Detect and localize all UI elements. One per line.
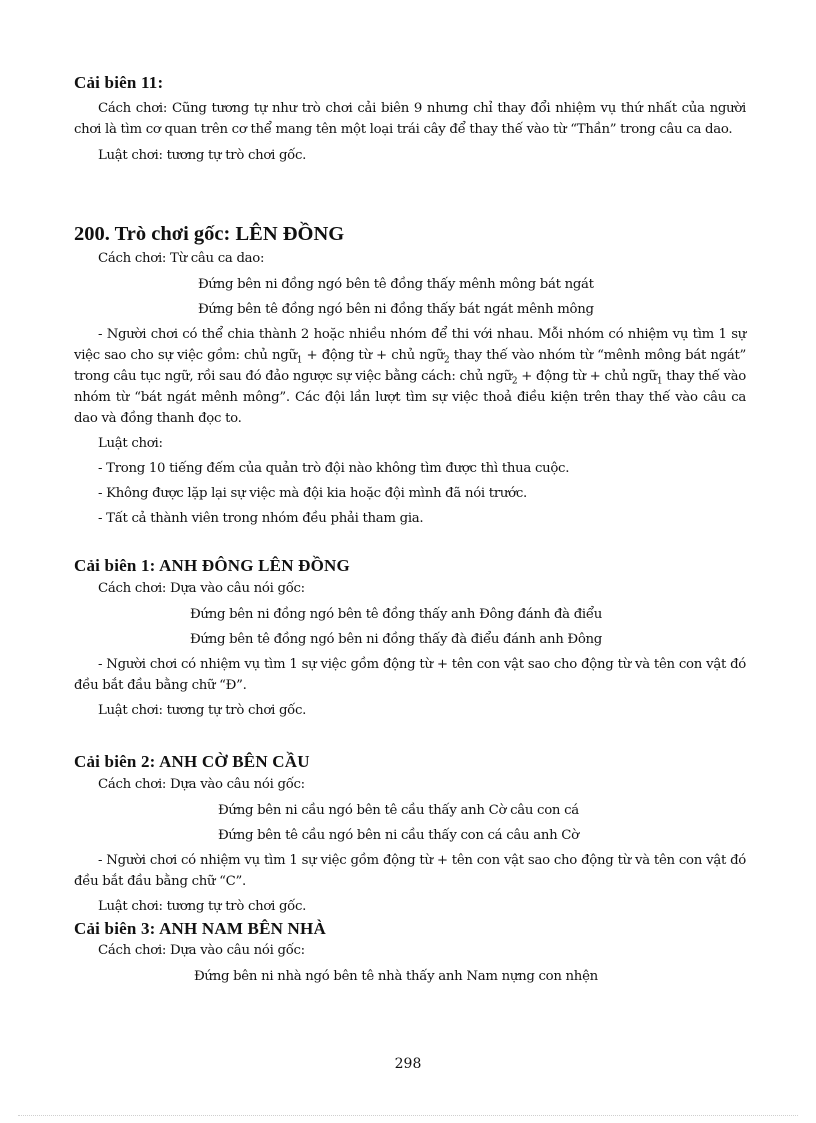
rule-item-3: - Tất cả thành viên trong nhóm đều phải tham gia. xyxy=(98,511,424,526)
heading-cai-bien-3 xyxy=(74,918,746,940)
text-part: - Người chơi có thể chia thành 2 hoặc nhiều nhóm để thi với nhau. Mỗi nhóm có nhiệm vụ tìm 1 sự việc sao cho sự việc gồm: chủ ngữ xyxy=(74,327,746,363)
subscript: 2 xyxy=(511,376,518,387)
paragraph-intro: Cách chơi: Từ câu ca dao: xyxy=(98,251,265,266)
heading-cai-bien-11: Cải biên 11: xyxy=(74,73,164,92)
rule-item-1: - Trong 10 tiếng đếm của quản trò đội nào không tìm được thì thua cuộc. xyxy=(98,461,570,476)
heading-title: ANH NAM BÊN NHÀ xyxy=(159,919,326,938)
paragraph-intro: Cách chơi: Dựa vào câu nói gốc: xyxy=(98,581,305,596)
verse-line-1: Đứng bên ni đồng ngó bên tê đồng thấy mênh mông bát ngát xyxy=(198,277,594,292)
subscript: 2 xyxy=(443,355,450,366)
page-number: 298 xyxy=(394,1056,422,1072)
paragraph-luat-choi: Luật chơi: tương tự trò chơi gốc. xyxy=(98,148,307,163)
verse-line-1: Đứng bên ni cầu ngó bên tê cầu thấy anh Cờ câu con cá xyxy=(218,803,579,818)
verse-line-1: Đứng bên ni nhà ngó bên tê nhà thấy anh Nam nựng con nhện xyxy=(194,969,598,984)
paragraph-task: - Người chơi có nhiệm vụ tìm 1 sự việc gồm động từ + tên con vật sao cho động từ và tên con vật đó đều bắt đầu bằng chữ “C”. xyxy=(74,853,746,889)
verse-line-2: Đứng bên tê cầu ngó bên ni cầu thấy con cá câu anh Cờ xyxy=(218,828,579,843)
heading-title: ANH CỜ BÊN CẦU xyxy=(159,752,310,771)
text-part: thay thế vào nhóm từ “mênh mông bát ngát” trong câu tục ngữ, rồi sau đó đảo ngược sự việc bằng cách: chủ ngữ xyxy=(74,348,746,384)
paragraph-intro: Cách chơi: Dựa vào câu nói gốc: xyxy=(98,943,305,958)
heading-label: Cải biên 2: xyxy=(74,752,160,771)
text-part: + động từ + chủ ngữ xyxy=(517,369,657,384)
text-part: thay thế vào nhóm từ “bát ngát mênh mông”. Các đội lần lượt tìm sự việc thoả điều kiện trên thay thế vào câu ca dao và đồng thanh đọc to. xyxy=(74,369,746,426)
paragraph-intro: Cách chơi: Dựa vào câu nói gốc: xyxy=(98,777,305,792)
verse-line-1: Đứng bên ni đồng ngó bên tê đồng thấy anh Đông đánh đà điểu xyxy=(190,607,603,622)
text-part: + động từ + chủ ngữ xyxy=(302,348,444,363)
heading-label: Cải biên 1: xyxy=(74,556,160,575)
heading-200-len-dong: 200. Trò chơi gốc: LÊN ĐỒNG xyxy=(74,223,345,245)
page-content xyxy=(74,72,746,987)
heading-title: ANH ĐÔNG LÊN ĐỒNG xyxy=(159,556,350,575)
heading-cai-bien-1 xyxy=(74,555,746,577)
rules-label: Luật chơi: xyxy=(98,436,163,451)
footer-divider xyxy=(18,1115,798,1116)
paragraph-rules-desc xyxy=(74,324,746,429)
paragraph-luat-choi: Luật chơi: tương tự trò chơi gốc. xyxy=(98,899,307,914)
verse-line-2: Đứng bên tê đồng ngó bên ni đồng thấy đà điểu đánh anh Đông xyxy=(190,632,603,647)
rule-item-2: - Không được lặp lại sự việc mà đội kia hoặc đội mình đã nói trước. xyxy=(98,486,527,501)
subscript: 1 xyxy=(296,355,303,366)
heading-label: Cải biên 3: xyxy=(74,919,160,938)
subscript: 1 xyxy=(656,376,663,387)
paragraph-cach-choi: Cách chơi: Cũng tương tự như trò chơi cải biên 9 nhưng chỉ thay đổi nhiệm vụ thứ nhất của người chơi là tìm cơ quan trên cơ thể mang tên một loại trái cây để thay thế vào từ “Thần” trong câu ca dao. xyxy=(74,101,746,137)
paragraph-luat-choi: Luật chơi: tương tự trò chơi gốc. xyxy=(98,703,307,718)
paragraph-task: - Người chơi có nhiệm vụ tìm 1 sự việc gồm động từ + tên con vật sao cho động từ và tên con vật đó đều bắt đầu bằng chữ “Đ”. xyxy=(74,657,746,693)
verse-line-2: Đứng bên tê đồng ngó bên ni đồng thấy bát ngát mênh mông xyxy=(198,302,594,317)
heading-cai-bien-2 xyxy=(74,751,746,773)
